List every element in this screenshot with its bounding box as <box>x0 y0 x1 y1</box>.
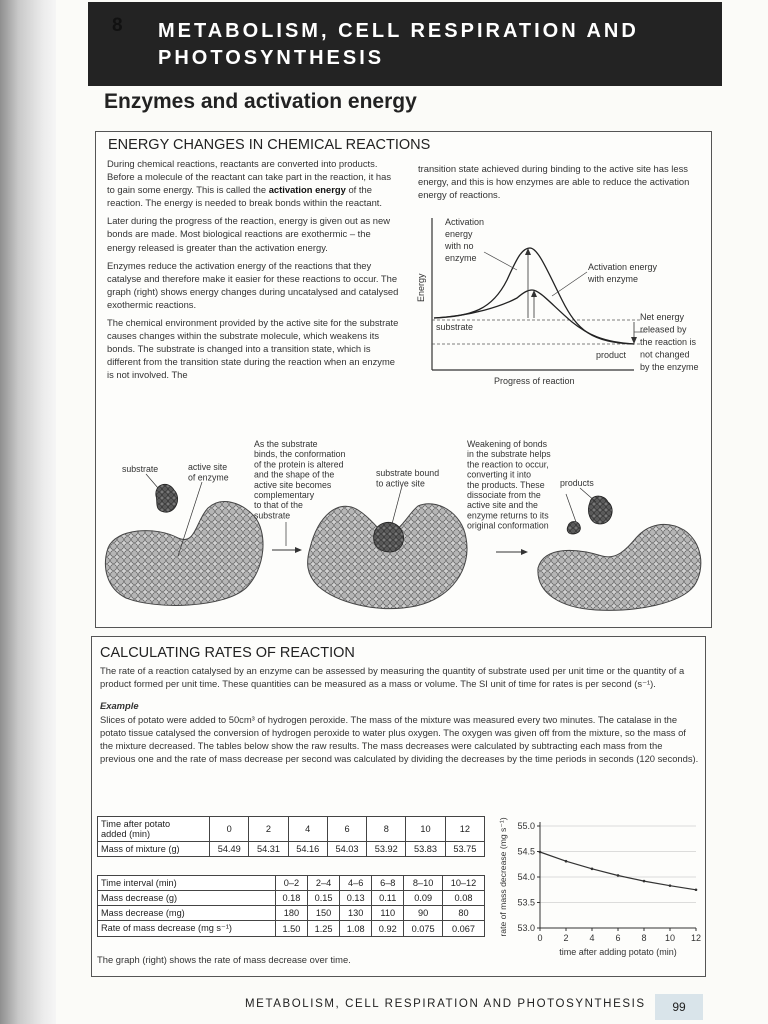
rate-table-cell: 80 <box>442 906 484 921</box>
rate-table-row <box>98 891 485 906</box>
chapter-number: 8 <box>112 15 123 36</box>
x-tick-label: 6 <box>615 933 621 943</box>
enzyme-mechanism-diagram <box>96 438 710 618</box>
rate-chart-xlabel: time after adding potato (min) <box>559 947 677 957</box>
ed-step1-line: binds, the conformation <box>254 449 346 460</box>
energy-heading: ENERGY CHANGES IN CHEMICAL REACTIONS <box>108 137 431 153</box>
rate-series-points <box>539 851 698 891</box>
energy-text-left <box>107 157 400 387</box>
ed-step1-line: and the shape of the <box>254 469 335 480</box>
energy-paragraph-4: The chemical environment provided by the active site for the substrate causes changes within the substrate molecule, which weakens its bonds. The substrate is changed into a transition state, which is different from the transition state during the reaction when an enzyme is not involved. The <box>107 317 399 381</box>
mass-row-label: Mass of mixture (g) <box>98 842 210 857</box>
rate-data-point <box>643 880 646 883</box>
rate-table-row-label: Mass decrease (mg) <box>98 906 276 921</box>
substrate-graph-label: substrate <box>436 322 474 332</box>
rate-table-cell: 0.067 <box>442 921 484 937</box>
energy-paragraph-5: transition state achieved during binding to the active site has less energy, and this is how enzymes are able to reduce the activation energy of reactions. <box>418 163 690 201</box>
x-tick-label: 12 <box>690 933 702 943</box>
rate-table-cell: 90 <box>404 906 443 921</box>
y-tick-label: 53.5 <box>517 897 535 908</box>
ed-step2-line: the products. These <box>467 479 545 490</box>
substrate-bound-label <box>376 468 439 489</box>
product-graph-label: product <box>596 350 627 360</box>
graph-caption: The graph (right) shows the rate of mass decrease over time. <box>97 954 351 965</box>
example-text: Slices of potato were added to 50cm³ of hydrogen peroxide. The mass of the mixture was measured every two minutes. The catalase in the potato tissue catalysed the conversion of hydrogen peroxide to water plus oxygen. The oxygen was given off from the mixture, so the mass of the mixture decreased. The tables below show the raw results. The mass decreases were calculated by subtracting each mass from the previous one and the rate of mass decrease per second was calculated by dividing the decreases by the time periods in seconds (120 seconds). <box>100 714 699 765</box>
rate-table-cell: 0.08 <box>442 891 484 906</box>
y-tick-label: 54.0 <box>517 872 535 882</box>
eg-withenz-line: Activation energy <box>588 262 658 272</box>
mass-cell: 54.16 <box>288 842 327 857</box>
rate-table-row <box>98 921 485 937</box>
rate-table-cell: 0.15 <box>308 891 340 906</box>
mass-cell: 54.49 <box>210 842 249 857</box>
enzyme-molecule-3 <box>538 524 701 610</box>
x-tick-label: 10 <box>664 933 676 943</box>
interval-row-label: Time interval (min) <box>98 876 276 891</box>
eg-net-line: Net energy <box>640 312 685 322</box>
ed-step2-line: in the substrate helps <box>467 449 551 460</box>
energy-axis-label: Energy <box>416 273 426 302</box>
interval-cell: 8–10 <box>404 876 443 891</box>
eg-net-line: not changed <box>640 349 690 360</box>
energy-paragraph-1: During chemical reactions, reactants are converted into products. Before a molecule of the reactant can take part in the reaction, it has to gain some energy. This is called the activation energy of the reaction. The energy is needed to break bonds within the reactant. <box>107 158 392 209</box>
interval-cell: 2–4 <box>308 876 340 891</box>
rate-table-cell: 0.13 <box>340 891 372 906</box>
mass-cell: 53.83 <box>406 842 445 857</box>
eg-noenz-line: with no <box>445 241 474 251</box>
ed-step2-line: converting it into <box>467 469 532 480</box>
time-cell: 12 <box>445 817 484 842</box>
rate-chart-ylabel: rate of mass decrease (mg s⁻¹) <box>498 817 508 937</box>
rate-chart-ticks <box>517 821 701 943</box>
interval-cell: 0–2 <box>275 876 307 891</box>
energy-paragraph-3: Enzymes reduce the activation energy of the reactions that they catalyse and therefore make it easier for these reactions to occur. The graph (right) shows energy changes during uncatalysed and catalysed exothermic reactions. <box>107 259 399 310</box>
rate-series-line <box>540 852 696 890</box>
time-cell: 6 <box>327 817 366 842</box>
interval-cell: 6–8 <box>372 876 404 891</box>
eg-withenz-line: with enzyme <box>588 274 639 284</box>
time-row-label: Time after potato added (min) <box>98 817 210 842</box>
ed-step2-line: original conformation <box>467 520 549 531</box>
rate-table-cell: 0.09 <box>404 891 443 906</box>
rate-table-row-label: Mass decrease (g) <box>98 891 276 906</box>
rate-table-cell: 0.92 <box>372 921 404 937</box>
enzyme-molecule-2 <box>308 504 467 609</box>
net-energy-label <box>640 312 699 372</box>
rate-data-point <box>617 874 620 877</box>
x-tick-label: 0 <box>537 933 543 943</box>
x-tick-label: 2 <box>563 933 569 943</box>
rate-table-cell: 0.18 <box>275 891 307 906</box>
eg-noenz-line: energy <box>445 229 473 239</box>
rate-chart <box>494 812 706 970</box>
rates-intro: The rate of a reaction catalysed by an enzyme can be assessed by measuring the quantity of substrate used per unit time or the quantity of a product formed per unit time. These quantities can be measured as a mass or volume. The SI unit of time for rates is per second (s⁻¹). <box>100 665 685 690</box>
product-molecule-2 <box>567 522 580 535</box>
rate-table-cell: 150 <box>308 906 340 921</box>
interval-row <box>98 876 485 891</box>
y-tick-label: 55.0 <box>517 821 535 831</box>
rate-data-point <box>591 868 594 871</box>
time-cell: 4 <box>288 817 327 842</box>
rate-table-cell: 1.25 <box>308 921 340 937</box>
ed-step2-line: enzyme returns to its <box>467 510 549 521</box>
eg-net-line: released by <box>640 324 687 335</box>
ed-activesite-line: active site <box>188 462 228 472</box>
page-number: 99 <box>655 994 703 1020</box>
substrate-molecule-1 <box>156 484 178 512</box>
ed-step1-line: complementary <box>254 490 315 500</box>
x-tick-label: 4 <box>589 933 595 943</box>
rate-table-row-label: Rate of mass decrease (mg s⁻¹) <box>98 921 276 937</box>
running-footer: METABOLISM, CELL RESPIRATION AND PHOTOSYNTHESIS <box>245 998 646 1010</box>
activation-energy-term: activation energy <box>268 184 346 196</box>
eg-noenz-line: Activation <box>445 217 485 227</box>
example-heading: Example <box>100 700 139 711</box>
x-tick-label: 8 <box>641 933 647 943</box>
products-label <box>560 478 594 488</box>
time-cell: 10 <box>406 817 445 842</box>
ed-bound-line: to active site <box>376 478 425 489</box>
rate-table-cell: 0.075 <box>404 921 443 937</box>
chapter-title: METABOLISM, CELL RESPIRATION AND PHOTOSYNTHESIS <box>158 20 639 69</box>
mass-table <box>97 816 485 857</box>
progress-axis-label: Progress of reaction <box>494 376 575 386</box>
rate-data-point <box>565 860 568 863</box>
no-enzyme-label <box>444 217 484 263</box>
ed-step1-line: to that of the <box>254 500 303 511</box>
enzyme-molecule-1 <box>105 502 263 606</box>
rate-table-cell: 1.08 <box>340 921 372 937</box>
ed-step1-line: active site becomes <box>254 479 332 490</box>
mass-cell: 53.75 <box>445 842 484 857</box>
energy-profile-graph <box>412 210 712 390</box>
substrate-label <box>122 464 158 474</box>
rate-table-cell: 110 <box>372 906 404 921</box>
mass-row <box>98 842 485 857</box>
rate-table-cell: 130 <box>340 906 372 921</box>
y-tick-label: 54.5 <box>517 846 535 857</box>
interval-cell: 10–12 <box>442 876 484 891</box>
interval-cell: 4–6 <box>340 876 372 891</box>
time-cell: 2 <box>249 817 288 842</box>
book-spine-shadow <box>0 0 62 1024</box>
eg-noenz-line: enzyme <box>445 253 477 263</box>
mass-cell: 54.31 <box>249 842 288 857</box>
time-cell: 0 <box>210 817 249 842</box>
eg-net-line: by the enzyme <box>640 362 699 372</box>
rate-data-point <box>669 884 672 887</box>
mass-cell: 54.03 <box>327 842 366 857</box>
rate-table-cell: 0.11 <box>372 891 404 906</box>
with-enzyme-label <box>587 262 658 284</box>
energy-paragraph-2: Later during the progress of the reaction, energy is given out as new bonds are made. Most biological reactions are exothermic – the energy released is greater than the activation energy. <box>107 215 390 253</box>
conformation-change-label <box>254 439 346 520</box>
product-molecule-1 <box>588 496 612 524</box>
mass-cell: 53.92 <box>367 842 406 857</box>
rate-table-cell: 180 <box>275 906 307 921</box>
rate-table-cell: 1.50 <box>275 921 307 937</box>
time-cell: 8 <box>367 817 406 842</box>
bond-weakening-label <box>467 439 551 531</box>
rates-heading: CALCULATING RATES OF REACTION <box>100 645 355 661</box>
active-site-label <box>188 462 229 483</box>
ed-substrate-line: substrate <box>122 464 159 474</box>
rate-data-point <box>539 851 542 854</box>
eg-net-line: the reaction is <box>640 337 697 347</box>
ed-step2-line: the reaction to occur, <box>467 459 549 470</box>
ed-step1-line: substrate <box>254 510 291 521</box>
ed-bound-line: substrate bound <box>376 468 440 478</box>
ed-step2-line: Weakening of bonds <box>467 439 548 449</box>
bound-substrate <box>374 522 404 552</box>
rate-chart-grid <box>540 826 696 928</box>
rate-table <box>97 875 485 937</box>
ed-step2-line: dissociate from the <box>467 490 541 500</box>
rate-data-point <box>695 888 698 891</box>
ed-activesite-line: of enzyme <box>188 472 229 483</box>
rate-table-row <box>98 906 485 921</box>
section-title: Enzymes and activation energy <box>104 90 417 113</box>
time-row <box>98 817 485 842</box>
y-tick-label: 53.0 <box>517 923 535 933</box>
ed-step2-line: active site and the <box>467 500 538 511</box>
ed-step1-line: As the substrate <box>254 439 318 449</box>
ed-products-line: products <box>560 478 594 488</box>
ed-step1-line: of the protein is altered <box>254 459 344 470</box>
